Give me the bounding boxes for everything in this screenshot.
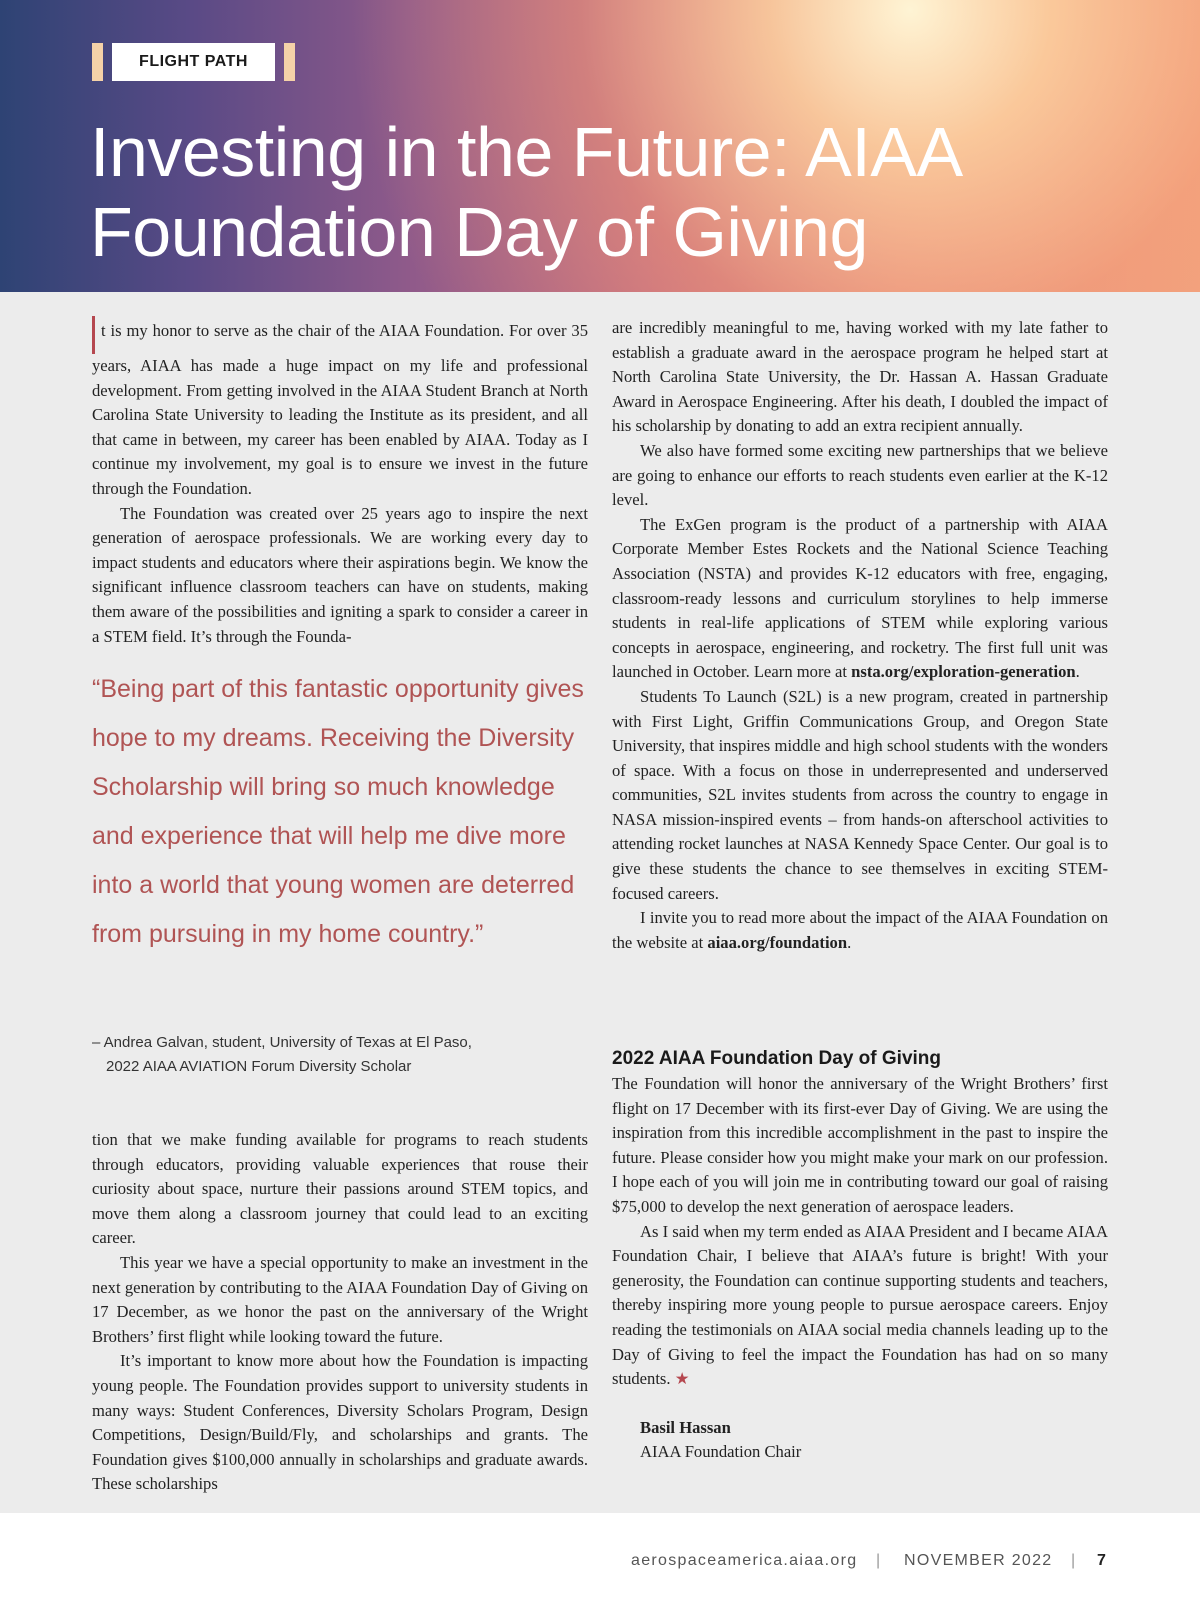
footer-separator: |: [1071, 1552, 1077, 1569]
body-paragraph: This year we have a special opportunity to make an investment in the next generation by contributing to the AIAA Foundation Day of Giving on 17 December, as we honor the past on the anniversary of the Wright Brothers’ first flight while looking toward the future.: [92, 1252, 588, 1346]
exgen-paragraph: The ExGen program is the product of a partnership with AIAA Corporate Member Estes Rockets and the National Science Teaching Association (NSTA) and provides K-12 educators with free, engaging, classroom-ready lessons and curriculum storylines to help immerse students in real-life applications of STEM while exploring various concepts in aerospace, engineering, and rocketry. The first full unit was launched in October. Learn more at nsta.org/exploration-generation.: [612, 514, 1108, 682]
nsta-link[interactable]: nsta.org/exploration-generation: [851, 662, 1076, 682]
star-icon: ★: [674, 1369, 690, 1389]
drop-cap-bar: [92, 316, 95, 354]
pull-quote: “Being part of this fantastic opportunity gives hope to my dreams. Receiving the Diversity Scholarship will bring so much knowledge and experience that will help me dive more into a world that young women are deterred from pursuing in my home country.”: [92, 675, 584, 948]
tag-bar-left: [92, 43, 103, 81]
signature-title: AIAA Foundation Chair: [640, 1442, 802, 1462]
page-title: [90, 112, 1150, 272]
attribution-line-2: 2022 AIAA AVIATION Forum Diversity Scholar: [106, 1058, 412, 1075]
body-paragraph: It’s important to know more about how the Foundation is impacting young people. The Foundation provides support to university students in many ways: Student Conferences, Diversity Scholars Program, Design Competitions, Design/Build/Fly, and scholarships and grants. The Foundation gives $100,000 annually in scholarships and graduate awards. These scholarships: [92, 1351, 588, 1494]
page-footer: [0, 1544, 1200, 1580]
body-paragraph: We also have formed some exciting new partnerships that we believe are going to enhance our efforts to reach students even earlier at the K-12 level.: [612, 440, 1108, 510]
signature: [612, 1416, 1108, 1465]
page-number: 7: [1097, 1552, 1108, 1569]
closing-paragraph: [612, 1220, 1108, 1392]
invite-paragraph: I invite you to read more about the impact of the AIAA Foundation on the website at aiaa.org/foundation.: [612, 908, 1108, 952]
foundation-link[interactable]: aiaa.org/foundation: [707, 932, 848, 952]
signature-name: Basil Hassan: [640, 1417, 731, 1437]
attribution-line-1: – Andrea Galvan, student, University of Texas at El Paso,: [92, 1034, 472, 1051]
title-line-2: Foundation Day of Giving: [90, 193, 868, 271]
section-heading: 2022 AIAA Foundation Day of Giving: [612, 1048, 942, 1069]
closing-text: As I said when my term ended as AIAA President and I became AIAA Foundation Chair, I believe that AIAA’s future is bright! With your generosity, the Foundation can continue supporting students and teachers, thereby inspiring more young people to pursue aerospace careers. Enjoy reading the testimonials on AIAA social media channels leading up to the Day of Giving to feel the impact the Foundation has had on so many students.: [612, 1221, 1108, 1389]
footer-separator: |: [876, 1552, 882, 1569]
invite-text: I invite you to read more about the impact of the AIAA Foundation on the website at: [612, 908, 1108, 952]
intro-paragraph: [92, 316, 588, 502]
section-tag-label: FLIGHT PATH: [112, 43, 275, 81]
footer-site: aerospaceamerica.aiaa.org: [631, 1552, 858, 1569]
right-column: [612, 316, 1108, 955]
quote-attribution: [92, 1031, 592, 1079]
intro-text: t is my honor to serve as the chair of the AIAA Foundation. For over 35 years, AIAA has made a huge impact on my life and professional development. From getting involved in the AIAA Student Branch at North Carolina State University to leading the Institute as its president, and all that came in between, my career has been enabled by AIAA. Today as I continue my involvement, my goal is to ensure we invest in the future through the Foundation.: [92, 321, 588, 498]
body-paragraph: The Foundation will honor the anniversary of the Wright Brothers’ first flight on 17 December with its first-ever Day of Giving. We are using the inspiration from this incredible accomplishment in the past to inspire the future. Please consider how you might make your mark on our profession. I hope each of you will join me in contributing toward our goal of raising $75,000 to develop the next generation of aerospace leaders.: [612, 1074, 1108, 1216]
body-paragraph: are incredibly meaningful to me, having worked with my late father to establish a graduate award in the aerospace program he helped start at North Carolina State University, the Dr. Hassan A. Hassan Graduate Award in Aerospace Engineering. After his death, I doubled the impact of his scholarship by donating to add an extra recipient annually.: [612, 318, 1108, 436]
body-paragraph: The Foundation was created over 25 years ago to inspire the next generation of aerospace professionals. We are working every day to impact students and educators where their aspirations begin. We know the significant influence classroom teachers can have on students, making them aware of the possibilities and igniting a spark to consider a career in a STEM field. It’s through the Founda-: [92, 503, 588, 646]
tag-bar-right: [284, 43, 295, 81]
body-paragraph: Students To Launch (S2L) is a new program, created in partnership with First Light, Griffin Communications Group, and Oregon State University, that inspires middle and high school students with the wonders of space. With a focus on those in underrepresented and underserved communities, S2L invites students from across the country to engage in NASA mission-inspired events – from hands-on afterschool activities to attending rocket launches at NASA Kennedy Space Center. Our goal is to give these students the chance to see themselves in exciting STEM-focused careers.: [612, 686, 1108, 903]
footer-date: NOVEMBER 2022: [904, 1552, 1053, 1569]
right-column-lower: [612, 1072, 1108, 1465]
left-column-top: [92, 316, 588, 649]
header-banner: [0, 0, 1200, 292]
article-body: [0, 292, 1200, 1513]
exgen-text: The ExGen program is the product of a partnership with AIAA Corporate Member Estes Rockets and the National Science Teaching Association (NSTA) and provides K-12 educators with free, engaging, classroom-ready lessons and curriculum storylines to help immerse students in real-life applications of STEM while exploring various concepts in aerospace, engineering, and rocketry. The first full unit was launched in October. Learn more at: [612, 514, 1108, 682]
left-column-bottom: [92, 1128, 588, 1497]
title-line-1: Investing in the Future: AIAA: [90, 113, 963, 191]
body-paragraph: tion that we make funding available for programs to reach students through educators, providing valuable experiences that rouse their curiosity about space, nurture their passions around STEM topics, and move them along a classroom journey that could lead to an exciting career.: [92, 1130, 588, 1248]
